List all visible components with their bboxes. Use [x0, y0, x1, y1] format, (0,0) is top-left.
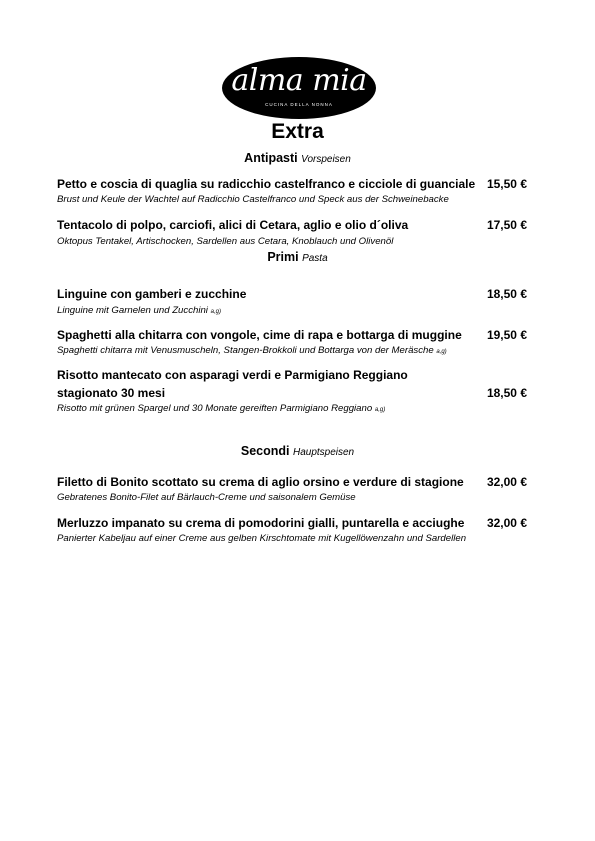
- menu-item-name: Risotto mantecato con asparagi verdi e Parmigiano Reggiano: [57, 368, 408, 382]
- allergen-note: a,g): [374, 407, 386, 413]
- section-heading-secondi: [0, 444, 595, 458]
- menu-item-name: Petto e coscia di quaglia su radicchio castelfranco e cicciole di guanciale: [57, 177, 476, 191]
- section-subtitle: Hauptspeisen: [292, 447, 355, 458]
- allergen-note: a,g): [436, 349, 447, 355]
- logo-text: alma mia: [231, 63, 367, 98]
- menu-item-name-line2: stagionato 30 mesi: [57, 386, 166, 400]
- section-name: Secondi: [240, 444, 290, 458]
- description-text: Linguine mit Garnelen und Zucchini: [57, 305, 208, 316]
- menu-item-price: 17,50 €: [486, 218, 527, 232]
- section-name: Antipasti: [244, 151, 298, 165]
- page-title: Extra: [271, 120, 324, 143]
- menu-item-name: Linguine con gamberi e zucchine: [57, 287, 247, 301]
- section-subtitle: Vorspeisen: [301, 154, 351, 165]
- menu-item-description: Gebratenes Bonito-Filet auf Bärlauch-Creme und saisonalem Gemüse: [57, 492, 356, 503]
- logo-tagline: CUCINA DELLA NONNA: [265, 102, 333, 107]
- menu-item-description: [57, 403, 537, 414]
- menu-item-price: 32,00 €: [486, 516, 527, 530]
- menu-item-price: 32,00 €: [486, 475, 527, 489]
- menu-item-description: [57, 345, 537, 356]
- menu-item-name: Spaghetti alla chitarra con vongole, cime di rapa e bottarga di muggine: [57, 328, 462, 342]
- menu-item-description: Panierter Kabeljau auf einer Creme aus gelben Kirschtomate mit Kugellöwenzahn und Sardellen: [57, 533, 467, 544]
- menu-item-name: Tentacolo di polpo, carciofi, alici di Cetara, aglio e olio d´oliva: [57, 218, 409, 232]
- section-heading-antipasti: [0, 151, 595, 165]
- section-subtitle: Pasta: [302, 253, 328, 264]
- menu-item-price: 19,50 €: [486, 328, 527, 342]
- menu-item-description: Brust und Keule der Wachtel auf Radicchio Castelfranco und Speck aus der Schweinebacke: [57, 194, 449, 205]
- restaurant-logo: [222, 57, 376, 119]
- description-text: Spaghetti chitarra mit Venusmuscheln, Stangen-Brokkoli und Bottarga von der Meräsche: [57, 345, 434, 356]
- menu-item-description: [57, 305, 537, 316]
- allergen-note: a,g): [210, 309, 221, 315]
- menu-item-description: Oktopus Tentakel, Artischocken, Sardellen aus Cetara, Knoblauch und Olivenöl: [57, 236, 394, 247]
- menu-item-name: Merluzzo impanato su crema di pomodorini gialli, puntarella e acciughe: [57, 516, 465, 530]
- menu-item-price: 18,50 €: [486, 287, 527, 301]
- section-name: Primi: [267, 250, 299, 264]
- section-heading-primi: [0, 250, 595, 264]
- menu-item-price: 15,50 €: [486, 177, 527, 191]
- menu-item-name: Filetto di Bonito scottato su crema di aglio orsino e verdure di stagione: [57, 475, 464, 489]
- menu-item-price: 18,50 €: [486, 386, 527, 400]
- description-text: Risotto mit grünen Spargel und 30 Monate gereiften Parmigiano Reggiano: [57, 403, 373, 414]
